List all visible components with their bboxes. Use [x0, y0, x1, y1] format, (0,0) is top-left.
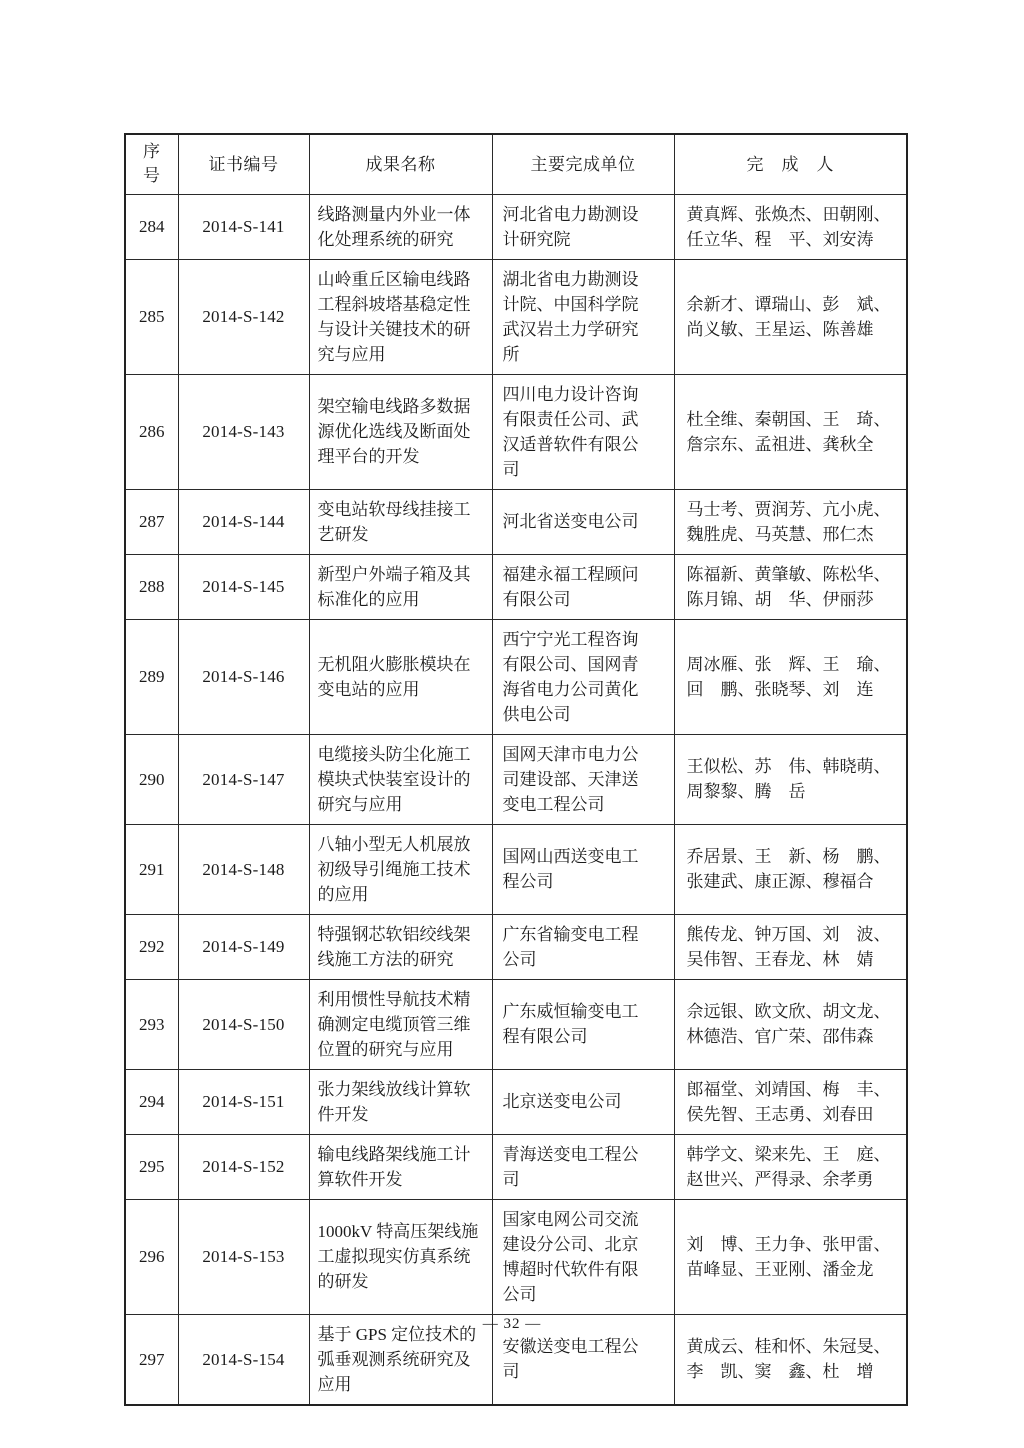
cell-main-unit: 青海送变电工程公司: [492, 1134, 674, 1199]
cell-main-unit: 河北省电力勘测设计研究院: [492, 194, 674, 259]
cell-achievement-name: 1000kV 特高压架线施工虚拟现实仿真系统的研发: [309, 1199, 492, 1314]
cell-main-unit: 福建永福工程顾问有限公司: [492, 554, 674, 619]
cell-certificate-number: 2014-S-147: [178, 734, 309, 824]
header-achievement-name: 成果名称: [309, 134, 492, 194]
cell-achievement-name: 无机阻火膨胀模块在变电站的应用: [309, 619, 492, 734]
cell-achievement-name: 山岭重丘区输电线路工程斜坡塔基稳定性与设计关键技术的研究与应用: [309, 259, 492, 374]
cell-completers: 王似松、苏 伟、韩晓萌、周黎黎、腾 岳: [674, 734, 907, 824]
cell-main-unit: 河北省送变电公司: [492, 489, 674, 554]
cell-achievement-name: 电缆接头防尘化施工模块式快装室设计的研究与应用: [309, 734, 492, 824]
cell-certificate-number: 2014-S-142: [178, 259, 309, 374]
table-row: [125, 554, 907, 619]
cell-achievement-name: 变电站软母线挂接工艺研发: [309, 489, 492, 554]
cell-certificate-number: 2014-S-146: [178, 619, 309, 734]
table-row: [125, 914, 907, 979]
table-row: [125, 824, 907, 914]
cell-main-unit: 西宁宁光工程咨询有限公司、国网青海省电力公司黄化供电公司: [492, 619, 674, 734]
achievements-table: [124, 133, 908, 1406]
cell-certificate-number: 2014-S-154: [178, 1314, 309, 1405]
cell-serial-number: 289: [125, 619, 178, 734]
table-row: [125, 1199, 907, 1314]
cell-serial-number: 284: [125, 194, 178, 259]
cell-achievement-name: 架空输电线路多数据源优化选线及断面处理平台的开发: [309, 374, 492, 489]
cell-achievement-name: 基于 GPS 定位技术的弧垂观测系统研究及应用: [309, 1314, 492, 1405]
cell-main-unit: 国家电网公司交流建设分公司、北京博超时代软件有限公司: [492, 1199, 674, 1314]
cell-certificate-number: 2014-S-148: [178, 824, 309, 914]
cell-certificate-number: 2014-S-143: [178, 374, 309, 489]
table-row: [125, 1069, 907, 1134]
table-row: [125, 619, 907, 734]
cell-completers: 余新才、谭瑞山、彭 斌、尚义敏、王星运、陈善雄: [674, 259, 907, 374]
cell-certificate-number: 2014-S-144: [178, 489, 309, 554]
header-serial-number-label: 序号: [143, 142, 161, 186]
cell-completers: 黄成云、桂和怀、朱冠旻、李 凯、窦 鑫、杜 增: [674, 1314, 907, 1405]
cell-serial-number: 285: [125, 259, 178, 374]
cell-completers: 乔居景、王 新、杨 鹏、张建武、康正源、穆福合: [674, 824, 907, 914]
cell-completers: 熊传龙、钟万国、刘 波、吴伟智、王春龙、林 婧: [674, 914, 907, 979]
cell-main-unit: 安徽送变电工程公司: [492, 1314, 674, 1405]
header-main-unit: 主要完成单位: [492, 134, 674, 194]
cell-achievement-name: 八轴小型无人机展放初级导引绳施工技术的应用: [309, 824, 492, 914]
header-row: [125, 134, 907, 194]
cell-certificate-number: 2014-S-150: [178, 979, 309, 1069]
table-row: [125, 259, 907, 374]
table-body: [125, 194, 907, 1405]
cell-completers: 周冰雁、张 辉、王 瑜、回 鹏、张晓琴、刘 连: [674, 619, 907, 734]
cell-certificate-number: 2014-S-141: [178, 194, 309, 259]
page-number: — 32 —: [482, 1316, 542, 1332]
cell-main-unit: 北京送变电公司: [492, 1069, 674, 1134]
cell-serial-number: 286: [125, 374, 178, 489]
cell-certificate-number: 2014-S-149: [178, 914, 309, 979]
table-row: [125, 194, 907, 259]
cell-completers: 黄真辉、张焕杰、田朝刚、任立华、程 平、刘安涛: [674, 194, 907, 259]
cell-serial-number: 290: [125, 734, 178, 824]
cell-completers: 韩学文、梁来先、王 庭、赵世兴、严得录、余孝勇: [674, 1134, 907, 1199]
cell-achievement-name: 张力架线放线计算软件开发: [309, 1069, 492, 1134]
cell-serial-number: 293: [125, 979, 178, 1069]
cell-main-unit: 四川电力设计咨询有限责任公司、武汉适普软件有限公司: [492, 374, 674, 489]
cell-main-unit: 湖北省电力勘测设计院、中国科学院武汉岩土力学研究所: [492, 259, 674, 374]
cell-achievement-name: 利用惯性导航技术精确测定电缆顶管三维位置的研究与应用: [309, 979, 492, 1069]
table-row: [125, 1134, 907, 1199]
table-header: [125, 134, 907, 194]
cell-certificate-number: 2014-S-145: [178, 554, 309, 619]
cell-completers: 刘 博、王力争、张甲雷、苗峰显、王亚刚、潘金龙: [674, 1199, 907, 1314]
header-serial-number: [125, 134, 178, 194]
cell-serial-number: 292: [125, 914, 178, 979]
table-row: [125, 489, 907, 554]
cell-completers: 马士考、贾润芳、亢小虎、魏胜虎、马英慧、邢仁杰: [674, 489, 907, 554]
header-certificate-number: 证书编号: [178, 134, 309, 194]
cell-main-unit: 广东威恒输变电工程有限公司: [492, 979, 674, 1069]
cell-main-unit: 国网天津市电力公司建设部、天津送变电工程公司: [492, 734, 674, 824]
cell-serial-number: 296: [125, 1199, 178, 1314]
header-completers: 完 成 人: [674, 134, 907, 194]
cell-completers: 佘远银、欧文欣、胡文龙、林德浩、官广荣、邵伟森: [674, 979, 907, 1069]
cell-serial-number: 295: [125, 1134, 178, 1199]
cell-serial-number: 297: [125, 1314, 178, 1405]
cell-achievement-name: 新型户外端子箱及其标准化的应用: [309, 554, 492, 619]
cell-main-unit: 广东省输变电工程公司: [492, 914, 674, 979]
cell-completers: 杜全维、秦朝国、王 琦、詹宗东、孟祖进、龚秋全: [674, 374, 907, 489]
table-row: [125, 979, 907, 1069]
table-row: [125, 374, 907, 489]
cell-serial-number: 287: [125, 489, 178, 554]
cell-main-unit: 国网山西送变电工程公司: [492, 824, 674, 914]
cell-certificate-number: 2014-S-152: [178, 1134, 309, 1199]
cell-completers: 郎福堂、刘靖国、梅 丰、侯先智、王志勇、刘春田: [674, 1069, 907, 1134]
cell-achievement-name: 线路测量内外业一体化处理系统的研究: [309, 194, 492, 259]
table-row: [125, 734, 907, 824]
cell-serial-number: 294: [125, 1069, 178, 1134]
cell-serial-number: 288: [125, 554, 178, 619]
cell-certificate-number: 2014-S-153: [178, 1199, 309, 1314]
cell-achievement-name: 输电线路架线施工计算软件开发: [309, 1134, 492, 1199]
cell-serial-number: 291: [125, 824, 178, 914]
cell-achievement-name: 特强钢芯软铝绞线架线施工方法的研究: [309, 914, 492, 979]
cell-completers: 陈福新、黄肇敏、陈松华、陈月锦、胡 华、伊丽莎: [674, 554, 907, 619]
cell-certificate-number: 2014-S-151: [178, 1069, 309, 1134]
